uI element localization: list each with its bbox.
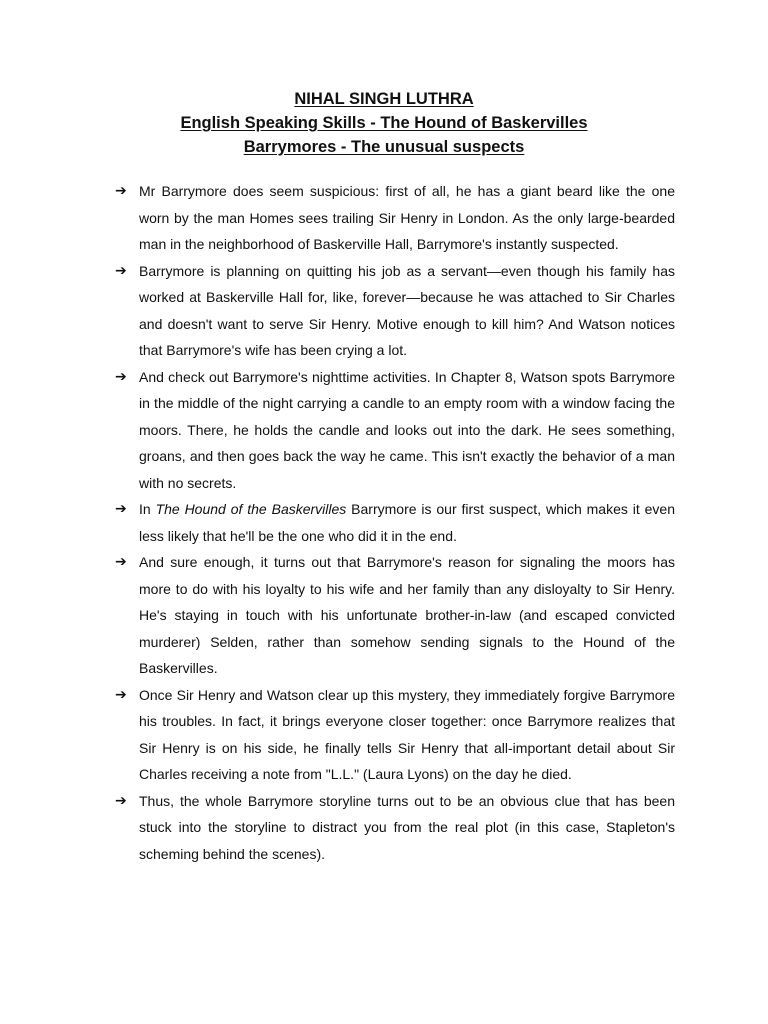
bullet-text: Thus, the whole Barrymore storyline turns out to be an obvious clue that has been stuck into the storyline to distract you from the real plot (in this case, Stapleton's scheming behind the scenes). bbox=[139, 792, 675, 862]
bullet-text bbox=[139, 496, 675, 549]
arrow-bullet-icon: ➔ bbox=[115, 183, 127, 199]
book-title-italic: The Hound of the Baskervilles bbox=[155, 501, 347, 517]
bullet-item-5 bbox=[115, 549, 675, 682]
arrow-bullet-icon: ➔ bbox=[115, 792, 127, 809]
bullet-text-suffix: Barrymore is our first suspect, which makes it even less likely that he'll be the one who did it in the end. bbox=[139, 501, 675, 544]
arrow-bullet-icon: ➔ bbox=[115, 686, 127, 703]
document-title: Barrymores - The unusual suspects bbox=[243, 138, 525, 156]
arrow-bullet-icon: ➔ bbox=[115, 368, 127, 385]
bullet-item-3 bbox=[115, 364, 675, 497]
bullet-list bbox=[115, 178, 675, 867]
bullet-text-prefix: In bbox=[139, 501, 156, 517]
document-subtitle: English Speaking Skills - The Hound of Baskervilles bbox=[180, 114, 588, 132]
bullet-item-6 bbox=[115, 682, 675, 788]
arrow-bullet-icon: ➔ bbox=[115, 554, 127, 570]
bullet-text: Once Sir Henry and Watson clear up this mystery, they immediately forgive Barrymore his troubles. In fact, it brings everyone closer together: once Barrymore realizes that Sir Henry is on his side, he finally tells Sir Henry that all-important detail about Sir Charles receiving a note from "L.L." (Laura Lyons) on the day he died. bbox=[139, 686, 675, 782]
bullet-text: Barrymore is planning on quitting his job as a servant—even though his family has worked at Baskerville Hall for, like, forever—because he was attached to Sir Charles and doesn't want to serve Sir Henry. Motive enough to kill him? And Watson notices that Barrymore's wife has been crying a lot. bbox=[139, 262, 675, 358]
author-name: NIHAL SINGH LUTHRA bbox=[294, 90, 474, 108]
arrow-bullet-icon: ➔ bbox=[115, 501, 127, 517]
bullet-text: And sure enough, it turns out that Barrymore's reason for signaling the moors has more to do with his loyalty to his wife and her family than any disloyalty to Sir Henry. He's staying in touch with his unfortunate brother-in-law (and escaped convicted murderer) Selden, rather than somehow sending signals to the Hound of the Baskervilles. bbox=[139, 554, 675, 676]
bullet-text: Mr Barrymore does seem suspicious: first of all, he has a giant beard like the one worn by the man Homes sees trailing Sir Henry in London. As the only large-bearded man in the neighborhood of Baskerville Hall, Barrymore's instantly suspected. bbox=[139, 183, 675, 252]
bullet-item-7 bbox=[115, 788, 675, 868]
document-heading bbox=[0, 87, 768, 159]
arrow-bullet-icon: ➔ bbox=[115, 262, 127, 279]
bullet-item-1 bbox=[115, 178, 675, 258]
bullet-item-2 bbox=[115, 258, 675, 364]
bullet-text: And check out Barrymore's nighttime activities. In Chapter 8, Watson spots Barrymore in the middle of the night carrying a candle to an empty room with a window facing the moors. There, he holds the candle and looks out into the dark. He sees something, groans, and then goes back the way he came. This isn't exactly the behavior of a man with no secrets. bbox=[139, 368, 675, 491]
bullet-item-4 bbox=[115, 496, 675, 549]
